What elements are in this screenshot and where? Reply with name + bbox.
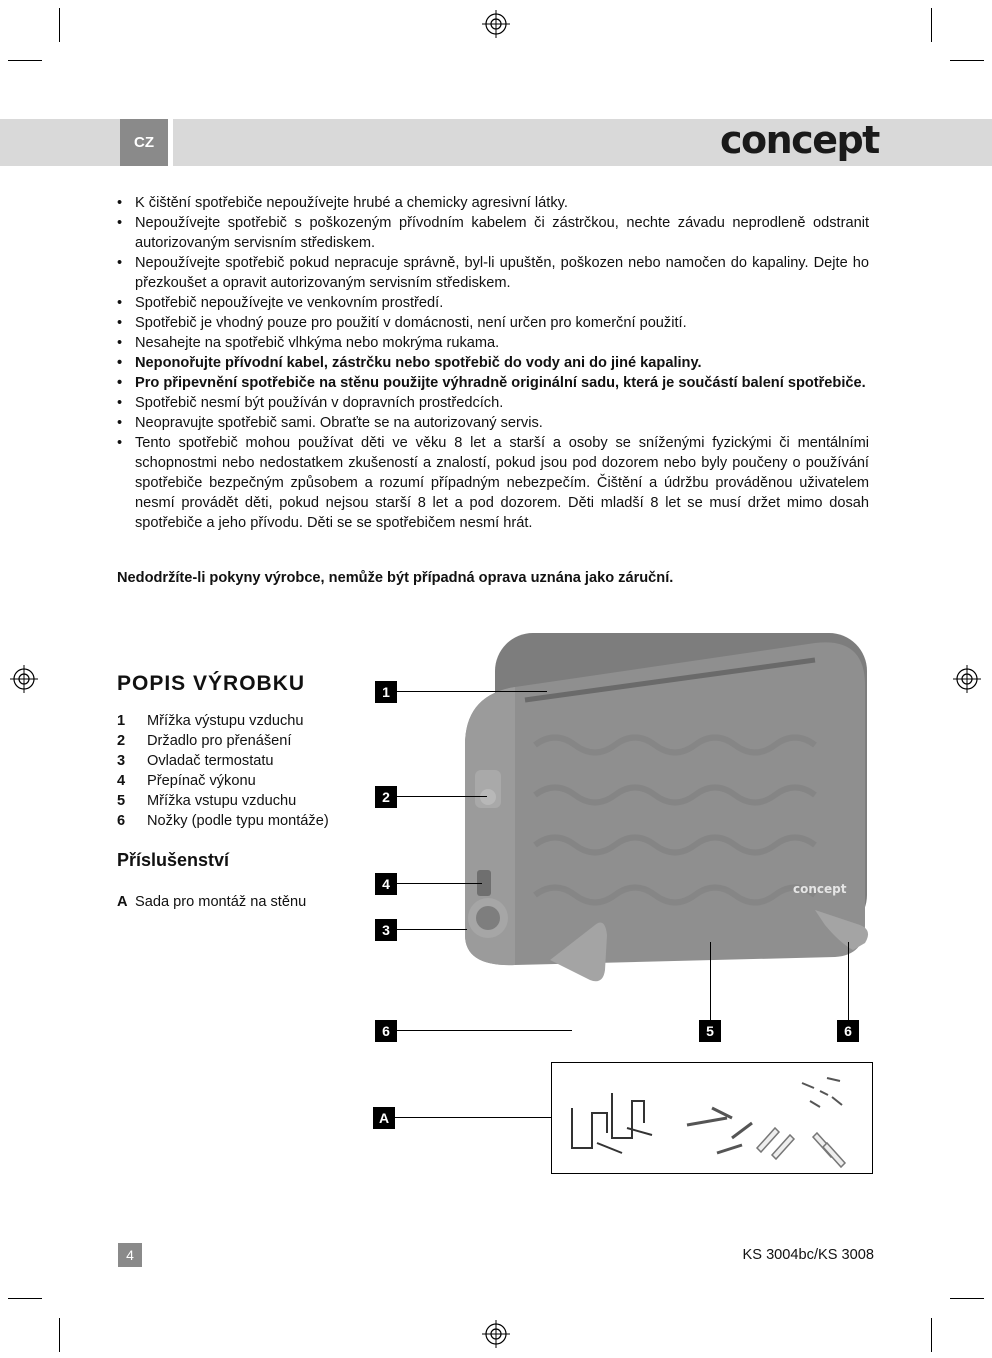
part-item bbox=[117, 811, 329, 831]
part-item bbox=[117, 791, 329, 811]
warranty-warning: Nedodržíte-li pokyny výrobce, nemůže být případná oprava uznána jako záruční. bbox=[117, 570, 674, 586]
safety-bullet: • Nepoužívejte spotřebič s poškozeným přívodním kabelem či zástrčkou, nechte závadu neprodleně odstranit autorizovaným servisním střediskem. bbox=[117, 213, 869, 253]
safety-bullet: • Spotřebič je vhodný pouze pro použití v domácnosti, není určen pro komerční použití. bbox=[117, 313, 869, 333]
part-num: 1 bbox=[117, 713, 126, 729]
crop-mark bbox=[8, 1298, 42, 1299]
crop-mark bbox=[931, 8, 932, 42]
part-num: 5 bbox=[117, 793, 126, 809]
registration-mark-icon bbox=[482, 10, 510, 38]
parts-list bbox=[117, 711, 329, 831]
safety-list bbox=[117, 193, 869, 533]
part-item bbox=[117, 751, 329, 771]
accessory-label: Sada pro montáž na stěnu bbox=[135, 894, 307, 910]
accessory-item bbox=[117, 894, 306, 910]
callout-6-right: 6 bbox=[837, 1020, 859, 1042]
part-label: Držadlo pro přenášení bbox=[147, 733, 292, 749]
callout-4: 4 bbox=[375, 873, 397, 895]
registration-mark-icon bbox=[953, 665, 981, 693]
leader-line bbox=[397, 796, 487, 797]
safety-bullet: • Tento spotřebič mohou používat děti ve věku 8 let a starší a osoby se sníženými fyzickými či mentálními schopnostmi nebo nedostatkem zkušeností a znalostí, pokud jsou pod dozorem nebo byly poučeny o používání spotřebiče bezpečným způsobem a rozumí případným nebezpečím. Čištění a údržbu prováděnou uživatelem nesmí provádět děti, pokud nejsou starší 8 let a pod dozorem. Děti mladší 8 let se musí držet mimo dosah spotřebiče a jeho přívodu. Děti se se spotřebičem nesmí hrát. bbox=[117, 433, 869, 533]
safety-bullet: • Nesahejte na spotřebič vlhkýma nebo mokrýma rukama. bbox=[117, 333, 869, 353]
part-item bbox=[117, 731, 329, 751]
leader-line bbox=[397, 691, 547, 692]
part-label: Nožky (podle typu montáže) bbox=[147, 813, 329, 829]
registration-mark-icon bbox=[10, 665, 38, 693]
crop-mark bbox=[950, 1298, 984, 1299]
part-label: Přepínač výkonu bbox=[147, 773, 256, 789]
brand-logo: concept bbox=[720, 118, 879, 162]
leader-line bbox=[397, 1030, 572, 1031]
leader-line bbox=[710, 942, 711, 1020]
part-num: 4 bbox=[117, 773, 126, 789]
leader-line bbox=[395, 1117, 551, 1118]
leader-line bbox=[397, 929, 467, 930]
safety-bullet: • Neponořujte přívodní kabel, zástrčku nebo spotřebič do vody ani do jiné kapaliny. bbox=[117, 353, 869, 373]
crop-mark bbox=[8, 60, 42, 61]
accessory-kit-box bbox=[551, 1062, 873, 1174]
crop-mark bbox=[59, 8, 60, 42]
safety-bullet: • K čištění spotřebiče nepoužívejte hrubé a chemicky agresivní látky. bbox=[117, 193, 869, 213]
safety-bullet: • Neopravujte spotřebič sami. Obraťte se na autorizovaný servis. bbox=[117, 413, 869, 433]
safety-bullet: • Spotřebič nesmí být používán v dopravních prostředcích. bbox=[117, 393, 869, 413]
part-item bbox=[117, 771, 329, 791]
callout-3: 3 bbox=[375, 919, 397, 941]
crop-mark bbox=[931, 1318, 932, 1352]
leader-line bbox=[397, 883, 482, 884]
language-badge: CZ bbox=[120, 119, 168, 166]
part-item bbox=[117, 711, 329, 731]
safety-bullet: • Spotřebič nepoužívejte ve venkovním prostředí. bbox=[117, 293, 869, 313]
callout-2: 2 bbox=[375, 786, 397, 808]
callout-6-left: 6 bbox=[375, 1020, 397, 1042]
section-title: POPIS VÝROBKU bbox=[117, 672, 306, 695]
part-num: 3 bbox=[117, 753, 126, 769]
page-number: 4 bbox=[118, 1243, 142, 1267]
part-label: Mřížka vstupu vzduchu bbox=[147, 793, 297, 809]
part-num: 6 bbox=[117, 813, 126, 829]
safety-bullet: • Pro připevnění spotřebiče na stěnu použijte výhradně originální sadu, která je součástí balení spotřebiče. bbox=[117, 373, 869, 393]
heater-illustration bbox=[455, 625, 875, 1045]
callout-5: 5 bbox=[699, 1020, 721, 1042]
registration-mark-icon bbox=[482, 1320, 510, 1348]
safety-bullet: • Nepoužívejte spotřebič pokud nepracuje správně, byl-li upuštěn, poškozen nebo namočen do kapaliny. Dejte ho přezkoušet a opravit autorizovaným servisním střediskem. bbox=[117, 253, 869, 293]
header-divider bbox=[168, 119, 173, 166]
accessory-num: A bbox=[117, 894, 128, 910]
part-label: Mřížka výstupu vzduchu bbox=[147, 713, 304, 729]
part-label: Ovladač termostatu bbox=[147, 753, 274, 769]
crop-mark bbox=[59, 1318, 60, 1352]
model-number: KS 3004bc/KS 3008 bbox=[742, 1247, 874, 1263]
heater-brand-label: concept bbox=[793, 882, 847, 896]
wall-mount-kit-icon bbox=[552, 1063, 872, 1173]
callout-1: 1 bbox=[375, 681, 397, 703]
callout-a: A bbox=[373, 1107, 395, 1129]
leader-line bbox=[848, 942, 849, 1020]
accessories-title: Příslušenství bbox=[117, 850, 230, 870]
crop-mark bbox=[950, 60, 984, 61]
part-num: 2 bbox=[117, 733, 126, 749]
